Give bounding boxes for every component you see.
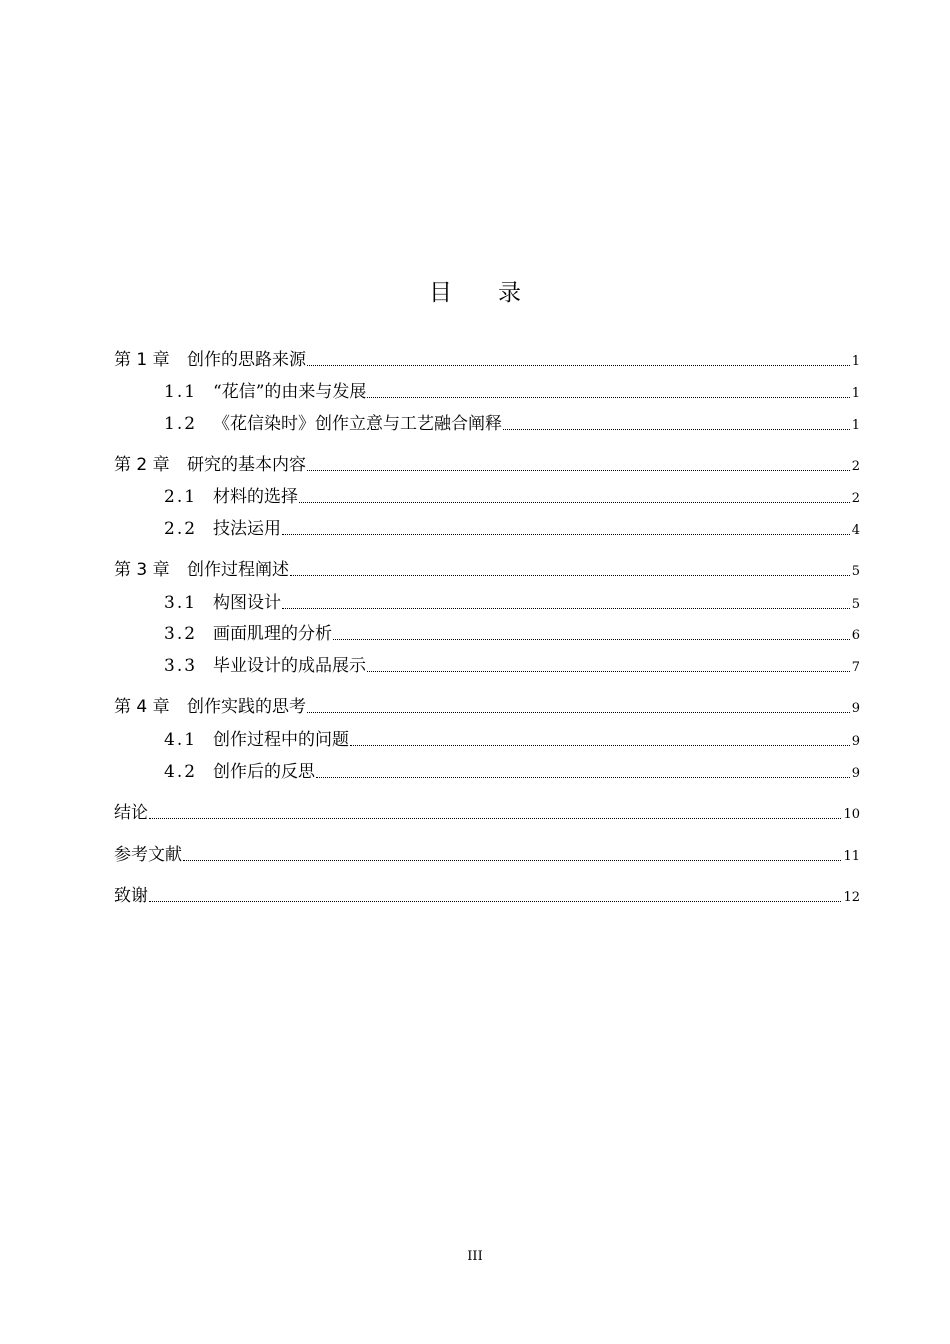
toc-entry-number: 3.3: [164, 656, 198, 676]
toc-entry-title: “花信”的由来与发展: [213, 382, 367, 402]
toc-entry-page-number: 12: [843, 890, 860, 905]
toc-dot-leader: [149, 818, 841, 819]
toc-entry-label: [114, 729, 349, 751]
toc-dot-leader: [350, 745, 850, 746]
toc-entry-title: 创作过程阐述: [187, 560, 289, 580]
toc-entry-number: 2.2: [164, 519, 198, 539]
toc-entry-title: 构图设计: [213, 593, 281, 613]
toc-entry-label: [114, 761, 315, 783]
toc-entry-label: [114, 802, 148, 824]
page-footer-number: III: [467, 1249, 483, 1264]
toc-entry-label: [114, 623, 332, 645]
toc-entry-title: 致谢: [114, 886, 148, 906]
toc-entry-label: [114, 844, 182, 866]
toc-entry-label: [114, 413, 502, 435]
toc-entry-number: 第 2 章: [114, 455, 170, 475]
toc-entry-number: 3.2: [164, 624, 198, 644]
toc-entry-label: [114, 696, 306, 718]
toc-entry[interactable]: [114, 480, 860, 508]
toc-entry[interactable]: [114, 343, 860, 371]
toc-entry[interactable]: [114, 586, 860, 614]
toc-entry-title: 创作过程中的问题: [213, 730, 349, 750]
toc-dot-leader: [333, 639, 850, 640]
toc-entry-number: 4.2: [164, 762, 198, 782]
toc-entry[interactable]: [114, 407, 860, 435]
toc-entry-title: 研究的基本内容: [187, 455, 306, 475]
toc-entry-label: [114, 885, 148, 907]
toc-entry-page-number: 9: [851, 766, 860, 781]
toc-dot-leader: [307, 712, 850, 713]
toc-entry-label: [114, 349, 306, 371]
toc-entry-page-number: 1: [851, 386, 860, 401]
toc-dot-leader: [299, 502, 850, 503]
toc-dot-leader: [290, 575, 850, 576]
toc-entry-page-number: 9: [851, 734, 860, 749]
toc-entry-page-number: 4: [851, 523, 860, 538]
toc-entry-page-number: 11: [843, 849, 860, 864]
toc-entry[interactable]: [114, 375, 860, 403]
toc-entry[interactable]: [114, 879, 860, 907]
toc-dot-leader: [282, 608, 850, 609]
toc-entry-title: 《花信染时》创作立意与工艺融合阐释: [213, 414, 502, 434]
toc-entry[interactable]: [114, 512, 860, 540]
toc-entry-number: 第 3 章: [114, 560, 170, 580]
toc-entry-title: 画面肌理的分析: [213, 624, 332, 644]
toc-entry[interactable]: [114, 690, 860, 718]
toc-entry-title: 材料的选择: [213, 487, 298, 507]
toc-entry-page-number: 6: [851, 628, 860, 643]
toc-entry-label: [114, 486, 298, 508]
toc-entry-number: 1.1: [164, 382, 198, 402]
toc-entry[interactable]: [114, 448, 860, 476]
toc-entry-page-number: 5: [851, 597, 860, 612]
toc-entry-label: [114, 454, 306, 476]
toc-entry-page-number: 10: [843, 807, 860, 822]
toc-dot-leader: [183, 860, 841, 861]
toc-entry-title: 参考文献: [114, 845, 182, 865]
toc-dot-leader: [307, 470, 850, 471]
toc-entry-number: 4.1: [164, 730, 198, 750]
toc-entry-page-number: 5: [851, 564, 860, 579]
toc-entry-page-number: 9: [851, 701, 860, 716]
toc-entry-number: 第 1 章: [114, 350, 170, 370]
toc-entry-label: [114, 518, 281, 540]
toc-entry[interactable]: [114, 649, 860, 677]
toc-entry[interactable]: [114, 796, 860, 824]
toc-entry-number: 2.1: [164, 487, 198, 507]
toc-entry-title: 结论: [114, 803, 148, 823]
toc-entry-label: [114, 655, 366, 677]
toc-dot-leader: [149, 901, 841, 902]
toc-dot-leader: [367, 671, 850, 672]
toc-entry[interactable]: [114, 755, 860, 783]
toc-entry-number: 1.2: [164, 414, 198, 434]
toc-title: 目录: [429, 280, 567, 306]
toc-dot-leader: [282, 534, 850, 535]
toc-entry-title: 创作后的反思: [213, 762, 315, 782]
toc-entry[interactable]: [114, 553, 860, 581]
toc-entry[interactable]: [114, 838, 860, 866]
toc-entry-title: 技法运用: [213, 519, 281, 539]
toc-dot-leader: [367, 397, 849, 398]
toc-entry-title: 毕业设计的成品展示: [213, 656, 366, 676]
toc-entry-label: [114, 592, 281, 614]
toc-entry-page-number: 1: [851, 354, 860, 369]
toc-entry[interactable]: [114, 617, 860, 645]
toc-entry[interactable]: [114, 723, 860, 751]
toc-entry-label: [114, 559, 289, 581]
toc-entry-page-number: 2: [851, 459, 860, 474]
toc-entry-title: 创作实践的思考: [187, 697, 306, 717]
toc-entry-label: [114, 381, 366, 403]
toc-entry-page-number: 7: [851, 660, 860, 675]
toc-entry-title: 创作的思路来源: [187, 350, 306, 370]
toc-dot-leader: [503, 429, 850, 430]
toc-dot-leader: [307, 365, 850, 366]
toc-entry-page-number: 1: [851, 418, 860, 433]
toc-entry-number: 3.1: [164, 593, 198, 613]
toc-entry-number: 第 4 章: [114, 697, 170, 717]
toc-dot-leader: [316, 777, 850, 778]
toc-entry-page-number: 2: [851, 491, 860, 506]
